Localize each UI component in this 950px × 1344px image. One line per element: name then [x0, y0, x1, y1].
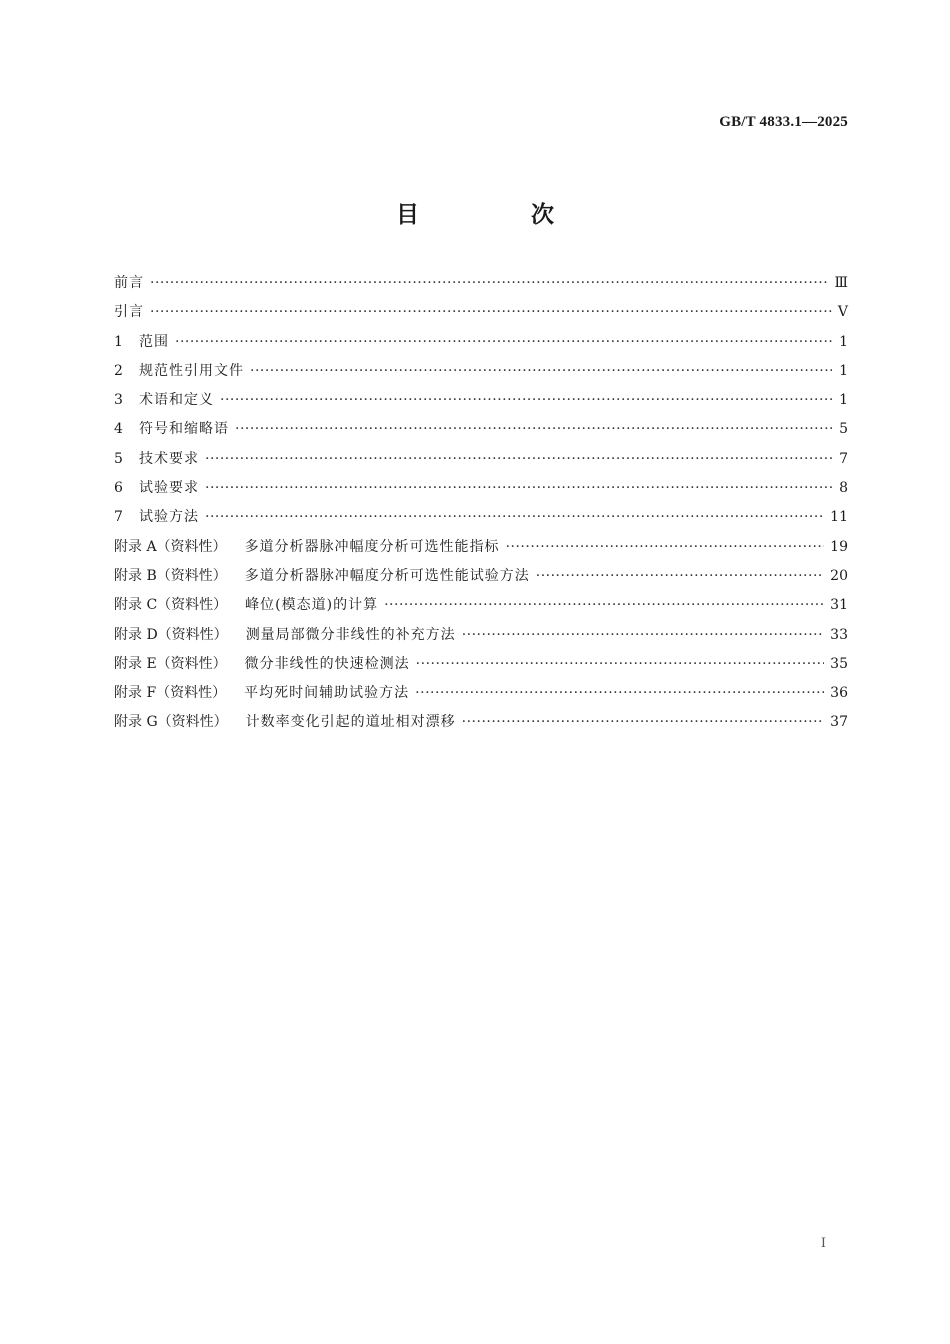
toc-annex-label: 附录 E（资料性） — [114, 655, 227, 672]
toc-annex-label: 附录 D（资料性） — [114, 626, 228, 643]
toc-page-number: 37 — [830, 714, 848, 731]
toc-label: 规范性引用文件 — [139, 362, 244, 379]
toc-row-annex-a[interactable] — [114, 536, 848, 565]
toc-row-2[interactable] — [114, 360, 848, 389]
toc-page-number: Ⅴ — [837, 304, 848, 321]
toc-leader-dots — [416, 656, 825, 672]
toc-row-annex-b[interactable] — [114, 565, 848, 594]
toc-row-1[interactable] — [114, 331, 848, 360]
toc-section-number: 2 — [114, 362, 123, 379]
toc-label: 多道分析器脉冲幅度分析可选性能指标 — [244, 538, 500, 555]
toc-label: 试验方法 — [139, 509, 199, 526]
toc-row-annex-f[interactable] — [114, 682, 848, 711]
toc-page-number: 19 — [830, 538, 848, 555]
toc-label: 试验要求 — [139, 480, 199, 497]
toc-page-number: 5 — [839, 421, 848, 438]
toc-row-5[interactable] — [114, 448, 848, 477]
toc-leader-dots — [384, 597, 824, 613]
toc-page-number: 8 — [839, 480, 848, 497]
toc-section-number: 1 — [114, 333, 123, 350]
toc-label: 微分非线性的快速检测法 — [244, 655, 410, 672]
toc-leader-dots — [235, 421, 832, 437]
toc-label: 平均死时间辅助试验方法 — [244, 685, 410, 702]
toc-row-3[interactable] — [114, 389, 848, 418]
toc-page-number: 35 — [830, 655, 848, 672]
toc-page-number: 1 — [839, 392, 848, 409]
toc-row-annex-g[interactable] — [114, 711, 848, 740]
toc-label: 多道分析器脉冲幅度分析可选性能试验方法 — [244, 567, 530, 584]
toc-annex-label: 附录 F（资料性） — [114, 685, 227, 702]
page-title: 目 次 — [395, 201, 606, 228]
toc-leader-dots — [205, 509, 824, 525]
toc-label: 范围 — [139, 333, 169, 350]
toc-label: 技术要求 — [139, 450, 199, 467]
toc-section-number: 6 — [114, 480, 123, 497]
toc-row-annex-d[interactable] — [114, 624, 848, 653]
toc-page-number: 31 — [830, 597, 848, 614]
toc-leader-dots — [462, 714, 825, 730]
toc-label: 测量局部微分非线性的补充方法 — [245, 626, 456, 643]
toc-label: 前言 — [114, 275, 144, 291]
toc-leader-dots — [220, 392, 832, 408]
toc-leader-dots — [462, 627, 824, 643]
toc-label: 符号和缩略语 — [139, 421, 229, 438]
toc-row-annex-c[interactable] — [114, 594, 848, 623]
toc-page-number: 11 — [830, 509, 848, 526]
toc-annex-label: 附录 C（资料性） — [114, 597, 228, 614]
toc-leader-dots — [536, 568, 824, 584]
toc-annex-label: 附录 A（资料性） — [114, 538, 227, 555]
toc-row-7[interactable] — [114, 506, 848, 535]
toc-leader-dots — [415, 685, 824, 701]
toc-section-number: 7 — [114, 509, 123, 526]
toc-label: 计数率变化引起的道址相对漂移 — [245, 714, 456, 731]
toc-page-number: 20 — [830, 567, 848, 584]
toc-page-number: 7 — [839, 450, 848, 467]
toc-page-number: Ⅲ — [834, 275, 848, 291]
toc-leader-dots — [150, 275, 828, 291]
toc-row-introduction[interactable] — [114, 301, 848, 330]
toc-leader-dots — [150, 304, 832, 320]
toc-row-4[interactable] — [114, 418, 848, 447]
toc-section-number: 4 — [114, 421, 123, 438]
toc-section-number: 5 — [114, 450, 123, 467]
toc-leader-dots — [506, 539, 825, 555]
toc-annex-label: 附录 G（资料性） — [114, 714, 228, 731]
toc-page-number: 1 — [839, 333, 848, 350]
toc-section-number: 3 — [114, 392, 123, 409]
toc-leader-dots — [205, 480, 832, 496]
standard-code: GB/T 4833.1—2025 — [719, 114, 848, 130]
toc-page-number: 36 — [830, 685, 848, 702]
toc-label: 引言 — [114, 304, 144, 321]
toc-row-6[interactable] — [114, 477, 848, 506]
toc-leader-dots — [205, 451, 832, 467]
page-number: I — [820, 1236, 826, 1251]
toc-page-number: 1 — [839, 362, 848, 379]
toc-row-foreword[interactable] — [114, 272, 848, 301]
toc-leader-dots — [250, 363, 832, 379]
toc-annex-label: 附录 B（资料性） — [114, 567, 227, 584]
table-of-contents — [114, 272, 848, 741]
toc-page-number: 33 — [830, 626, 848, 643]
toc-label: 峰位(模态道)的计算 — [245, 597, 379, 614]
toc-leader-dots — [175, 334, 832, 350]
toc-row-annex-e[interactable] — [114, 653, 848, 682]
toc-label: 术语和定义 — [139, 392, 214, 409]
